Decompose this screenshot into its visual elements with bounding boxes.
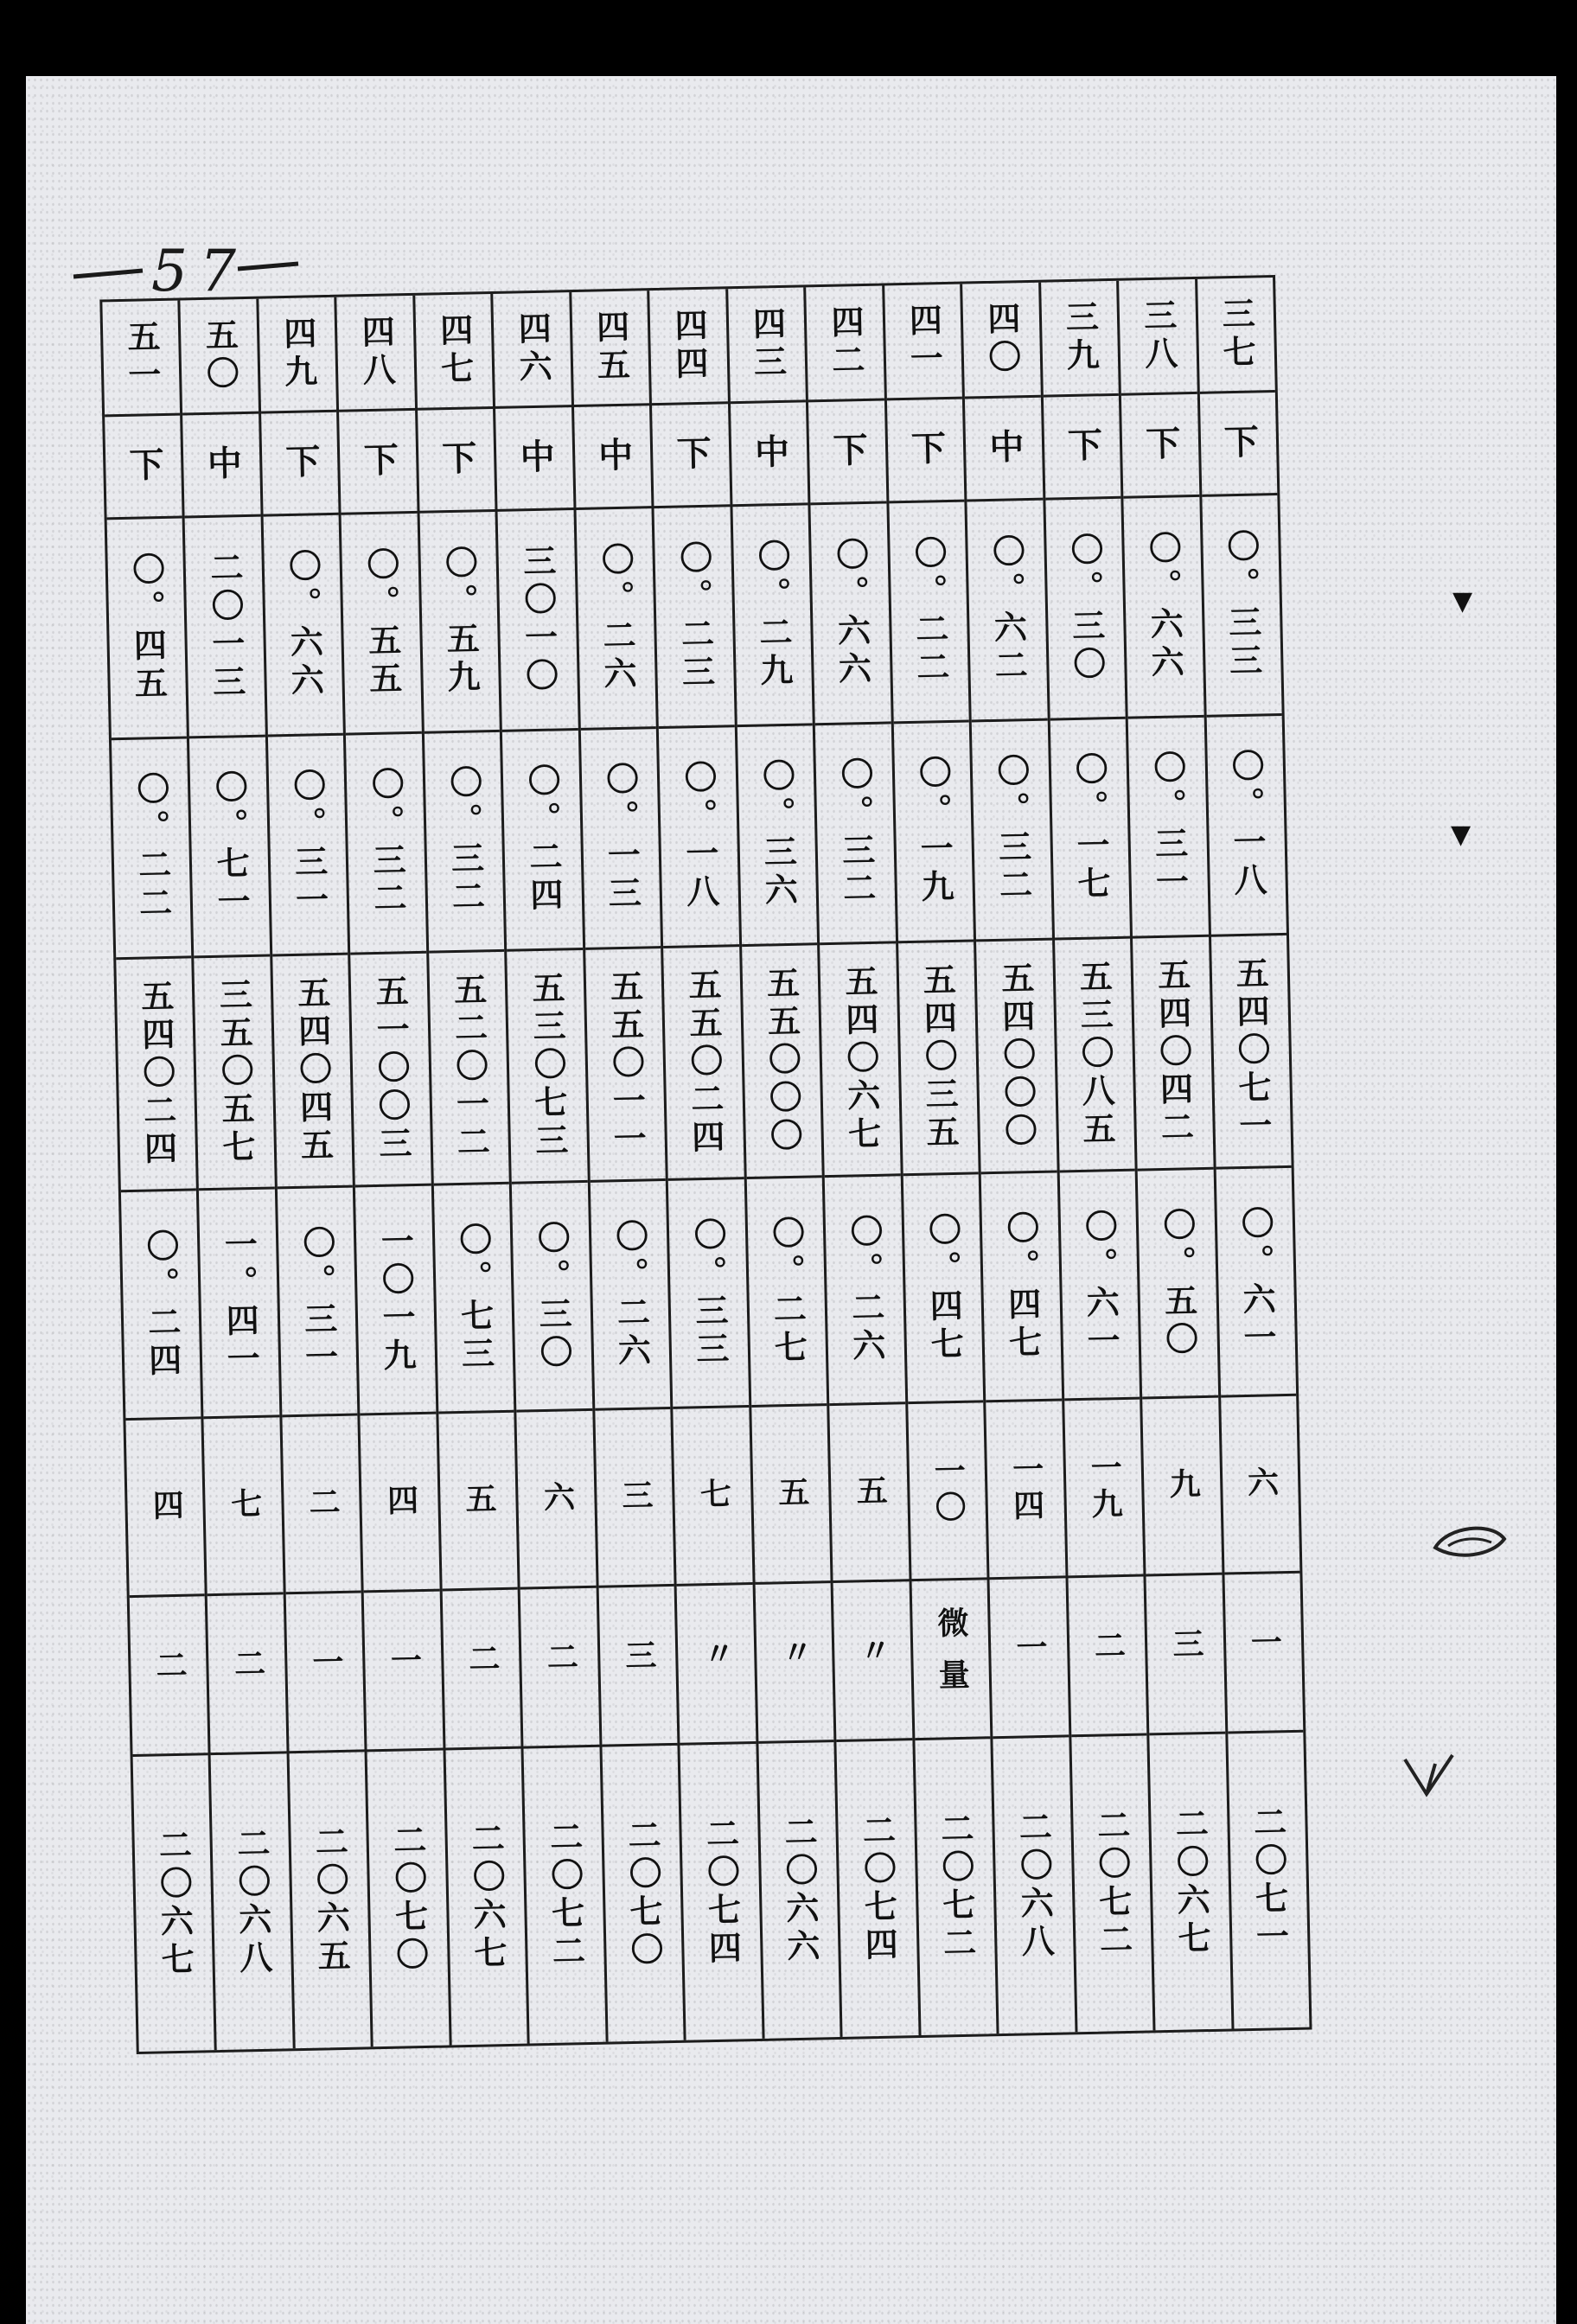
table-cell (1045, 496, 1126, 718)
cell-text: 一 (307, 1645, 344, 1699)
table-cell (598, 1583, 677, 1744)
table-cell (337, 296, 415, 409)
cell-text: 〇。二六 (844, 1213, 886, 1367)
cell-text: 七 (694, 1477, 731, 1515)
table-cell (130, 1593, 208, 1754)
cell-text: 下 (436, 439, 477, 481)
ink-blot (1401, 1746, 1461, 1807)
cell-text: 二〇七二 (1091, 1807, 1133, 1961)
cell-text: 二〇六七 (465, 1820, 508, 1974)
table-cell (1050, 716, 1130, 937)
table-cell (1228, 1730, 1310, 2029)
cell-text: 二〇一三 (204, 549, 246, 703)
cell-text: 〇。二七 (766, 1215, 808, 1369)
cell-text: 四六 (512, 310, 552, 388)
table-cell (263, 513, 343, 734)
cell-text: 〇。五九 (438, 545, 481, 699)
table-cell (668, 1177, 749, 1407)
cell-text: 一 (1011, 1631, 1048, 1684)
table-cell (1146, 1572, 1224, 1733)
cell-text: 四一 (903, 302, 943, 380)
cell-text: 〇。三〇 (1064, 532, 1107, 686)
cell-text: 〇。二九 (751, 538, 794, 692)
table-cell (829, 1401, 909, 1580)
cell-text: 三五〇五七 (213, 976, 256, 1168)
table-cell (652, 401, 730, 506)
table-cell (1149, 1732, 1231, 2031)
table-cell (1128, 714, 1209, 935)
table-cell (512, 1180, 592, 1410)
table-cell (1142, 1395, 1222, 1574)
cell-text: 〇。三一 (287, 768, 329, 922)
table-cell (342, 511, 422, 732)
table-cell (116, 955, 196, 1190)
cell-text: 一 (386, 1644, 423, 1697)
cell-text: 五三〇八五 (1073, 958, 1116, 1150)
cell-text: 五四〇七一 (1229, 955, 1273, 1147)
table-cell (990, 1575, 1069, 1736)
cell-text: 三七 (1216, 296, 1256, 374)
cell-text: 下 (1217, 423, 1259, 464)
table-cell (259, 297, 336, 411)
cell-text: 〇。六六 (1142, 530, 1184, 684)
cell-text: 中 (592, 436, 634, 477)
speck-mark: ▼ (1451, 820, 1472, 850)
cell-text: 〇。三三 (1221, 528, 1263, 682)
cell-text: 〇。六六 (283, 548, 324, 701)
cell-text: 二〇七〇 (622, 1816, 664, 1970)
cell-text: 九 (1164, 1467, 1201, 1504)
cell-text: 四二 (825, 303, 865, 381)
cell-text: 五四〇四二 (1152, 957, 1194, 1148)
cell-text: 五四〇六七 (839, 963, 882, 1155)
cell-text: 〇。七三 (453, 1221, 495, 1375)
cell-text: 〇。二三 (674, 540, 715, 693)
cell-text: 一〇 (929, 1453, 967, 1528)
cell-text: 〇。一九 (912, 755, 954, 908)
table-cell (524, 1745, 606, 2044)
cell-text: 二〇七〇 (387, 1822, 430, 1976)
table-cell (911, 1577, 990, 1738)
cell-text: 五 (460, 1482, 497, 1519)
table-cell (571, 290, 649, 404)
table-cell (502, 728, 583, 949)
table-cell (107, 516, 188, 737)
cell-text: 五〇 (199, 316, 239, 394)
table-cell (811, 501, 891, 723)
table-cell (1043, 393, 1120, 497)
table-cell (815, 721, 896, 942)
cell-text: 五一〇〇三 (369, 974, 412, 1165)
table-cell (133, 1753, 215, 2052)
data-table (99, 275, 1312, 2054)
cell-text: 二〇六八 (1012, 1809, 1055, 1963)
table-cell (751, 1403, 831, 1581)
table-cell (1216, 1165, 1296, 1395)
table-cell (808, 398, 886, 502)
cell-text: 下 (905, 429, 947, 470)
cell-text: 四〇 (981, 300, 1022, 378)
cell-text: 〇。三一 (297, 1224, 339, 1378)
table-cell (425, 729, 505, 950)
cell-text: 〇。三二 (834, 757, 877, 910)
cell-text: 五一 (121, 318, 162, 396)
table-cell (1064, 1397, 1144, 1575)
cell-text: 二 (541, 1640, 579, 1694)
table-cell (195, 954, 275, 1188)
cell-text: 三 (1167, 1627, 1204, 1681)
table-cell (758, 1740, 840, 2039)
cell-text: 一四 (1007, 1452, 1045, 1526)
page-number: 57 (151, 238, 248, 304)
cell-text: 三八 (1138, 297, 1178, 375)
cell-text: 〇。七一 (208, 769, 251, 923)
table-cell (415, 294, 493, 407)
table-cell (102, 301, 180, 414)
table-cell (903, 1172, 983, 1401)
table-cell (602, 1743, 684, 2042)
cell-text: 〇。五〇 (1157, 1206, 1199, 1360)
cell-text: 五四〇三五 (916, 961, 960, 1153)
cell-text: 五五〇二四 (682, 967, 725, 1159)
table-cell (677, 1582, 756, 1743)
table-cell (498, 508, 578, 729)
table-cell (595, 1407, 674, 1585)
cell-text: 〇。一八 (1225, 748, 1267, 902)
table-cell (1071, 1733, 1153, 2033)
cell-text: 一〇一九 (374, 1223, 417, 1376)
cell-text: 四八 (355, 314, 396, 392)
table-cell (121, 1188, 201, 1418)
cell-text: 四九 (278, 316, 318, 393)
table-cell (339, 407, 417, 512)
table-cell (520, 1585, 599, 1746)
cell-text: 五二〇一二 (448, 972, 490, 1164)
table-cell (887, 396, 965, 501)
cell-text: 〇。二二 (131, 771, 173, 924)
cell-text: 二 (303, 1484, 341, 1523)
table-cell (355, 1184, 436, 1414)
table-cell (495, 405, 573, 509)
table-cell (820, 941, 900, 1175)
table-cell (199, 1186, 279, 1416)
cell-text: 三〇一〇 (517, 543, 559, 697)
table-cell (1119, 279, 1197, 393)
table-cell (367, 1748, 450, 2047)
table-cell (211, 1751, 293, 2050)
cell-text: 〇。三二 (991, 753, 1033, 907)
cell-text: 〇。三六 (757, 757, 798, 911)
cell-text: 五五〇一一 (604, 968, 647, 1160)
cell-text: 二 (1089, 1629, 1127, 1682)
table-cell (185, 514, 265, 736)
table-cell (208, 1592, 286, 1753)
table-cell (1221, 1394, 1300, 1572)
cell-text: 〇。四五 (126, 551, 168, 705)
cell-text: 四三 (747, 305, 787, 383)
cell-text: 〇。六二 (986, 533, 1028, 686)
table-cell (346, 731, 426, 952)
table-cell (1059, 1169, 1140, 1399)
table-cell (418, 406, 495, 511)
table-cell (494, 292, 571, 405)
speck-mark: ▼ (1452, 586, 1473, 616)
cell-text: 中 (201, 444, 242, 485)
table-cell (755, 1580, 833, 1741)
cell-text: 五三〇七三 (526, 970, 569, 1162)
table-cell (204, 1415, 284, 1593)
cell-text: 〇。二六 (610, 1218, 651, 1371)
table-cell (825, 1173, 905, 1403)
cell-text: 〇。三一 (1147, 750, 1189, 903)
table-cell (1123, 495, 1204, 716)
cell-text: 〇。三三 (687, 1216, 730, 1370)
table-cell (1206, 712, 1286, 934)
cell-text: 〇。五五 (361, 546, 403, 700)
cell-text: 五五〇〇〇 (761, 965, 803, 1157)
table-cell (591, 1178, 671, 1408)
table-cell (967, 498, 1047, 719)
cell-text: 五 (773, 1475, 810, 1513)
cell-text: 〇。六一 (1078, 1208, 1120, 1362)
cell-text: 〇。一八 (678, 759, 720, 913)
cell-text: 二〇六五 (309, 1823, 351, 1977)
table-cell (1224, 1570, 1303, 1731)
table-cell (181, 299, 259, 412)
cell-text: 〇。三〇 (531, 1219, 573, 1373)
table-cell (962, 283, 1040, 396)
cell-text: 下 (670, 434, 712, 476)
table-cell (1199, 390, 1277, 495)
table-cell (581, 726, 661, 948)
table-cell (893, 719, 974, 941)
table-cell (972, 718, 1052, 939)
table-cell (908, 1401, 987, 1579)
cell-text: 四 (147, 1488, 184, 1526)
cell-text: 〇。一三 (600, 761, 642, 915)
cell-text: 一九 (1085, 1450, 1123, 1524)
table-cell (732, 503, 813, 725)
table-cell (112, 736, 192, 957)
table-cell (915, 1736, 997, 2035)
cell-text: 六 (1242, 1465, 1279, 1503)
cell-text: 〃 (776, 1635, 814, 1689)
table-cell (731, 399, 808, 504)
cell-text: 二〇七二 (935, 1810, 977, 1964)
table-cell (429, 949, 509, 1184)
table-cell (728, 287, 806, 400)
table-cell (742, 942, 822, 1177)
table-cell (746, 1175, 827, 1405)
table-cell (993, 1734, 1075, 2034)
cell-text: 三 (616, 1478, 654, 1516)
table-cell (278, 1185, 358, 1415)
cell-text: 五四〇二四 (135, 978, 178, 1170)
cell-text: 二〇六七 (153, 1827, 195, 1981)
cell-text: 下 (827, 431, 868, 472)
cell-text: 二〇七四 (700, 1815, 742, 1969)
table-cell (1055, 935, 1135, 1170)
table-cell (1121, 392, 1199, 496)
table-cell (806, 286, 884, 399)
table-cell (351, 951, 431, 1185)
table-cell (289, 1749, 371, 2048)
cell-text: 四四 (668, 307, 709, 385)
cell-text: 三九 (1059, 299, 1100, 377)
cell-text: 微量 (932, 1606, 971, 1711)
cell-text: 四七 (434, 312, 475, 390)
cell-text: 〇。三二 (444, 764, 485, 918)
table-cell (837, 1738, 919, 2037)
table-cell (419, 509, 500, 731)
table-cell (981, 1170, 1062, 1400)
table-cell (517, 1408, 597, 1587)
table-cell (986, 1399, 1065, 1577)
table-cell (445, 1746, 527, 2046)
cell-text: 〃 (854, 1633, 892, 1687)
table-cell (1197, 278, 1275, 391)
table-cell (889, 500, 969, 721)
table-cell (898, 939, 979, 1173)
table-cell (1210, 933, 1291, 1167)
cell-text: 二〇六八 (231, 1825, 273, 1979)
table-cell (1138, 1167, 1218, 1397)
cell-text: 下 (1140, 425, 1181, 466)
cell-text: 二〇七二 (544, 1818, 585, 1972)
cell-text: 二 (463, 1642, 501, 1695)
cell-text: 二〇六七 (1169, 1805, 1211, 1959)
table-cell (659, 725, 739, 946)
cell-text: 〇。二四 (521, 763, 564, 916)
table-cell (105, 412, 182, 517)
cell-text: 〇。二二 (908, 534, 950, 688)
cell-text: 中 (983, 428, 1025, 469)
table-cell (576, 506, 656, 727)
table-cell (585, 946, 666, 1180)
table-cell (182, 411, 260, 515)
cell-text: 二 (229, 1647, 266, 1700)
table-cell (833, 1579, 912, 1740)
table-cell (434, 1182, 514, 1412)
cell-text: 一 (1245, 1625, 1283, 1679)
cell-text: 二 (150, 1649, 188, 1702)
table-cell (1041, 281, 1119, 394)
table-cell (268, 732, 348, 954)
table-cell (364, 1588, 443, 1749)
table-cell (1133, 935, 1213, 1169)
cell-text: 〇。六一 (1235, 1204, 1277, 1358)
cell-text: 〇。一七 (1069, 751, 1111, 905)
table-cell (737, 723, 817, 944)
table-cell (361, 1412, 440, 1590)
table-cell (976, 937, 1057, 1172)
table-cell (438, 1410, 518, 1588)
cell-text: 七 (226, 1486, 263, 1524)
table-grid (99, 275, 1312, 2054)
table-cell (680, 1741, 763, 2040)
cell-text: 六 (539, 1480, 575, 1518)
cell-text: 〇。六六 (830, 536, 872, 690)
table-cell (286, 1590, 365, 1751)
cell-text: 三 (620, 1638, 657, 1692)
table-cell (189, 734, 270, 955)
cell-text: 〃 (698, 1637, 736, 1690)
table-cell (654, 505, 735, 726)
cell-text: 〇。四七 (923, 1211, 964, 1365)
table-cell (674, 1405, 753, 1583)
cell-text: 二〇七一 (1248, 1804, 1289, 1957)
table-cell (442, 1587, 520, 1747)
cell-text: 〇。二六 (595, 541, 637, 695)
cell-text: 中 (514, 437, 555, 479)
table-cell (1068, 1574, 1146, 1734)
cell-text: 〇。二四 (140, 1228, 182, 1382)
cell-text: 下 (279, 443, 321, 484)
table-cell (282, 1414, 361, 1592)
cell-text: 五四〇四五 (291, 974, 334, 1166)
cell-text: 下 (123, 445, 164, 487)
table-cell (1202, 493, 1282, 714)
cell-text: 五四〇〇〇 (995, 960, 1038, 1152)
cell-text: 二〇七四 (857, 1812, 898, 1966)
cell-text: 四 (382, 1483, 419, 1521)
cell-text: 四五 (591, 309, 631, 386)
cell-text: 下 (357, 441, 399, 482)
cell-text: 一。四一 (218, 1226, 260, 1380)
table-cell (649, 289, 727, 402)
table-cell (574, 403, 652, 508)
cell-text: 下 (1061, 426, 1102, 468)
table-cell (884, 284, 962, 398)
cell-text: 二〇六六 (778, 1814, 820, 1967)
table-cell (507, 948, 587, 1182)
cell-text: 中 (749, 432, 790, 474)
ink-blot (1431, 1522, 1509, 1565)
cell-text: 五 (851, 1473, 888, 1511)
table-cell (261, 409, 339, 514)
table-cell (125, 1416, 205, 1594)
table-cell (965, 394, 1043, 499)
table-cell (272, 952, 353, 1186)
table-cell (663, 944, 744, 1178)
cell-text: 〇。四七 (1000, 1210, 1043, 1363)
cell-text: 〇。三二 (365, 766, 407, 920)
